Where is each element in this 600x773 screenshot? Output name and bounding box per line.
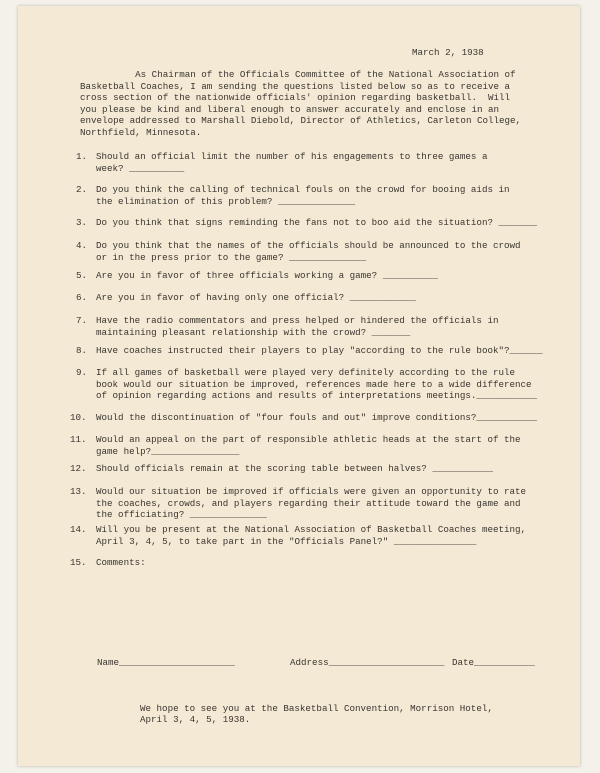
question-line: Would our situation be improved if officials were given an opportunity to rate	[96, 486, 527, 497]
intro-line: As Chairman of the Officials Committee of the National Association of	[80, 69, 516, 80]
question-line: week? __________	[96, 162, 185, 174]
date-field: Date___________	[452, 657, 535, 668]
question-text	[96, 367, 537, 402]
question-line: Do you think the calling of technical fouls on the crowd for booing aids in	[96, 184, 510, 195]
question-line: Would the discontinuation of "four fouls and out" improve conditions?___________	[96, 412, 538, 423]
address-field: Address_____________________	[290, 657, 445, 668]
intro-line: Basketball Coaches, I am sending the questions listed below so as to receive a	[80, 80, 511, 92]
question-text	[96, 557, 146, 569]
letter-date: March 2, 1938	[412, 47, 484, 58]
question-number: 2.	[76, 184, 88, 195]
question-line: Are you in favor of three officials working a game? __________	[96, 270, 438, 281]
question-line: Will you be present at the National Association of Basketball Coaches meeting,	[96, 524, 527, 535]
intro-line: you please be kind and liberal enough to answer accurately and enclose in an	[80, 103, 500, 115]
closing-line-2: April 3, 4, 5, 1938.	[140, 714, 251, 725]
question-line: Do you think that the names of the officials should be announced to the crowd	[96, 240, 521, 251]
question-text	[96, 270, 438, 282]
question-line: Should officials remain at the scoring table between halves? ___________	[96, 463, 493, 474]
question-line: If all games of basketball were played very definitely according to the rule	[96, 367, 516, 378]
question-text	[96, 412, 537, 424]
question-number: 11.	[70, 434, 87, 445]
question-text	[96, 345, 543, 357]
closing-line-1: We hope to see you at the Basketball Convention, Morrison Hotel,	[140, 703, 493, 714]
question-number: 9.	[76, 367, 88, 378]
question-number: 14.	[70, 524, 87, 535]
question-text	[96, 184, 510, 207]
question-line: Have the radio commentators and press helped or hindered the officials in	[96, 315, 499, 326]
question-number: 15.	[70, 557, 87, 568]
question-number: 10.	[70, 412, 87, 423]
intro-line: envelope addressed to Marshall Diebold, Director of Athletics, Carleton College,	[80, 115, 522, 126]
question-line: Should an official limit the number of his engagements to three games a	[96, 151, 488, 162]
intro-paragraph	[80, 69, 521, 138]
question-line: maintaining pleasant relationship with the crowd? _______	[96, 326, 411, 338]
question-text	[96, 217, 537, 229]
question-number: 5.	[76, 270, 88, 281]
name-field: Name_____________________	[97, 657, 235, 668]
question-number: 13.	[70, 486, 87, 497]
question-line: book would our situation be improved, references made here to a wide difference	[96, 378, 532, 390]
question-number: 4.	[76, 240, 88, 251]
question-text	[96, 292, 416, 304]
question-text	[96, 486, 526, 521]
question-number: 7.	[76, 315, 88, 326]
question-line: Would an appeal on the part of responsible athletic heads at the start of the	[96, 434, 521, 445]
question-line: of opinion regarding actions and results of interpretations meetings.___________	[96, 390, 538, 401]
question-text	[96, 463, 493, 475]
question-text	[96, 151, 487, 174]
question-text	[96, 240, 521, 263]
question-text	[96, 524, 526, 547]
question-line: the officiating? ______________	[96, 509, 267, 520]
question-line: or in the press prior to the game? ______________	[96, 251, 367, 263]
intro-line: Northfield, Minnesota.	[80, 126, 202, 138]
question-number: 12.	[70, 463, 87, 474]
question-number: 1.	[76, 151, 88, 162]
question-line: the elimination of this problem? ______________	[96, 195, 356, 207]
question-number: 3.	[76, 217, 88, 228]
question-number: 8.	[76, 345, 88, 356]
question-line: Do you think that signs reminding the fans not to boo aid the situation? _______	[96, 217, 538, 228]
question-line: game help?________________	[96, 445, 240, 457]
question-line: the coaches, crowds, and players regarding their attitude toward the game and	[96, 497, 521, 509]
question-line: April 3, 4, 5, to take part in the "Officials Panel?" _______________	[96, 535, 477, 547]
question-line: Are you in favor of having only one official? ____________	[96, 292, 416, 303]
intro-line: cross section of the nationwide officials' opinion regarding basketball. Will	[80, 92, 511, 103]
question-number: 6.	[76, 292, 88, 303]
question-text	[96, 315, 498, 338]
question-line: Comments:	[96, 557, 146, 568]
question-line: Have coaches instructed their players to play "according to the rule book"?______	[96, 345, 543, 356]
question-text	[96, 434, 521, 457]
